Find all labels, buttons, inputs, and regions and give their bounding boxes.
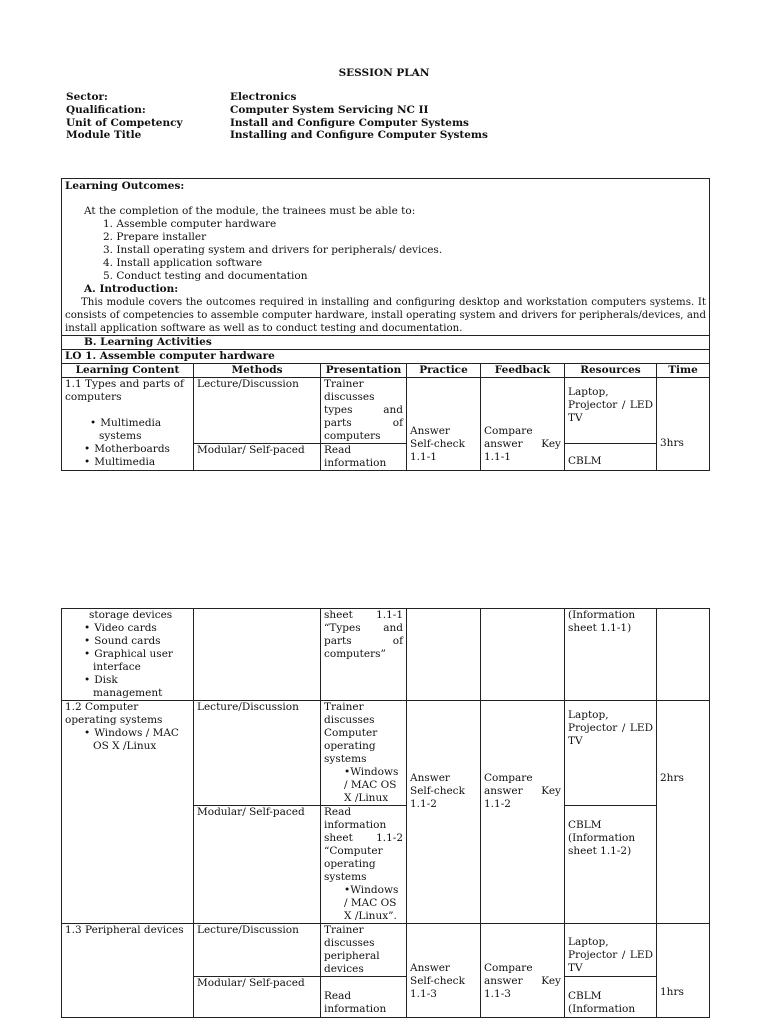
- qualification-value: Computer System Servicing NC II: [230, 104, 429, 116]
- time-cell: 2hrs: [657, 701, 710, 924]
- feedback-cell: Compare answer Key 1.1-2: [481, 701, 565, 924]
- presentation-continued: sheet 1.1-1 “Types and parts of computers”: [321, 609, 407, 701]
- content-cell-1-1: [62, 378, 194, 471]
- resources-laptop: Laptop, Projector / LED TV: [565, 378, 657, 444]
- content-cell-1-3: 1.3 Peripheral devices: [62, 924, 194, 1018]
- sector-label: Sector:: [66, 91, 108, 103]
- col-practice: Practice: [407, 364, 481, 378]
- outcome-item: 1. Assemble computer hardware: [103, 218, 277, 230]
- col-presentation: Presentation: [321, 364, 407, 378]
- practice-cell: Answer Self-check 1.1-2: [407, 701, 481, 924]
- method-lecture: Lecture/Discussion: [194, 701, 321, 806]
- resources-cblm: CBLM: [565, 444, 657, 471]
- sector-row: [66, 91, 626, 104]
- page-title: SESSION PLAN: [338, 67, 430, 79]
- col-feedback: Feedback: [481, 364, 565, 378]
- method-lecture: Lecture/Discussion: [194, 924, 321, 977]
- time-cell: 1hrs: [657, 924, 710, 1018]
- method-modular: Modular/ Self-paced: [194, 806, 321, 924]
- introduction-text: This module covers the outcomes required in installing and configuring desktop and workstation computers systems. It consists of competencies to assemble computer hardware, install operating system and drivers for peripherals/devices, and install application software as well as to conduct testing and documentation.: [65, 297, 706, 334]
- bullet-multimedia: • Multimedia: [93, 456, 190, 469]
- learning-outcomes-cell: [62, 179, 710, 336]
- content-title: 1.2 Computer operating systems: [65, 701, 163, 726]
- method-lecture: Lecture/Discussion: [194, 378, 321, 444]
- outcome-item: 4. Install application software: [103, 257, 263, 269]
- presentation-text: Trainer discusses Computer operating systems: [324, 701, 378, 765]
- content-cell-1-2: [62, 701, 194, 924]
- bullet-video-cards: • Video cards: [93, 622, 190, 635]
- presentation-trainer: Trainer discusses types and parts of computers: [321, 378, 407, 444]
- bullet-sound-cards: • Sound cards: [93, 635, 190, 648]
- module-row: [66, 129, 626, 142]
- content-title: 1.1 Types and parts of computers: [65, 378, 184, 403]
- time-continued-empty: [657, 609, 710, 701]
- unit-value: Install and Configure Computer Systems: [230, 117, 469, 129]
- presentation-sub: •Windows / MAC OS X /Linux”.: [344, 884, 399, 922]
- bullet-os: • Windows / MAC OS X /Linux: [93, 727, 190, 753]
- method-modular: Modular/ Self-paced: [194, 444, 321, 471]
- feedback-cell: Compare answer Key 1.1-3: [481, 924, 565, 1018]
- outcome-item: 2. Prepare installer: [103, 231, 207, 243]
- lo1-heading: LO 1. Assemble computer hardware: [62, 350, 710, 364]
- content-continued: [62, 609, 194, 701]
- sector-value: Electronics: [230, 91, 297, 103]
- presentation-read: Read information: [321, 977, 407, 1018]
- presentation-read: [321, 806, 407, 924]
- presentation-text: Read information sheet 1.1-2 “Computer operating systems: [324, 806, 403, 883]
- resources-cblm: CBLM (Information: [565, 977, 657, 1018]
- qualification-row: [66, 104, 626, 117]
- presentation-trainer: [321, 701, 407, 806]
- presentation-sub: •Windows / MAC OS X /Linux: [344, 766, 399, 804]
- feedback-cell: Compare answer Key 1.1-1: [481, 378, 565, 471]
- method-continued-empty: [194, 609, 321, 701]
- session-table-page1: [61, 178, 710, 471]
- outcome-item: 3. Install operating system and drivers for peripherals/ devices.: [103, 244, 443, 256]
- bullet-disk-management: • Disk management: [93, 674, 190, 700]
- learning-activities-heading: B. Learning Activities: [62, 336, 710, 350]
- presentation-trainer: Trainer discusses peripheral devices: [321, 924, 407, 977]
- resources-cblm: CBLM (Information sheet 1.1-2): [565, 806, 657, 924]
- module-value: Installing and Configure Computer Systems: [230, 129, 488, 141]
- practice-cell: Answer Self-check 1.1-3: [407, 924, 481, 1018]
- content-storage-devices: storage devices: [89, 609, 173, 621]
- practice-cell: Answer Self-check 1.1-1: [407, 378, 481, 471]
- time-cell: 3hrs: [657, 378, 710, 471]
- col-time: Time: [657, 364, 710, 378]
- outcome-item: 5. Conduct testing and documentation: [103, 270, 308, 282]
- learning-outcomes-heading: Learning Outcomes:: [65, 180, 185, 192]
- outcomes-intro: At the completion of the module, the trainees must be able to:: [84, 205, 416, 217]
- feedback-continued-empty: [481, 609, 565, 701]
- col-learning-content: Learning Content: [62, 364, 194, 378]
- presentation-read: Read information: [321, 444, 407, 471]
- practice-continued-empty: [407, 609, 481, 701]
- module-label: Module Title: [66, 129, 142, 141]
- resources-laptop: Laptop, Projector / LED TV: [565, 924, 657, 977]
- bullet-gui: • Graphical user interface: [93, 648, 190, 674]
- session-table-page2: [61, 608, 710, 1018]
- unit-label: Unit of Competency: [66, 117, 183, 129]
- resources-laptop: Laptop, Projector / LED TV: [565, 701, 657, 806]
- qualification-label: Qualification:: [66, 104, 146, 116]
- introduction-heading: A. Introduction:: [84, 283, 179, 295]
- col-methods: Methods: [194, 364, 321, 378]
- method-modular: Modular/ Self-paced: [194, 977, 321, 1018]
- bullet-motherboards: • Motherboards: [93, 443, 190, 456]
- resources-continued: (Information sheet 1.1-1): [565, 609, 657, 701]
- bullet-multimedia-systems: • Multimedia systems: [93, 417, 190, 443]
- col-resources: Resources: [565, 364, 657, 378]
